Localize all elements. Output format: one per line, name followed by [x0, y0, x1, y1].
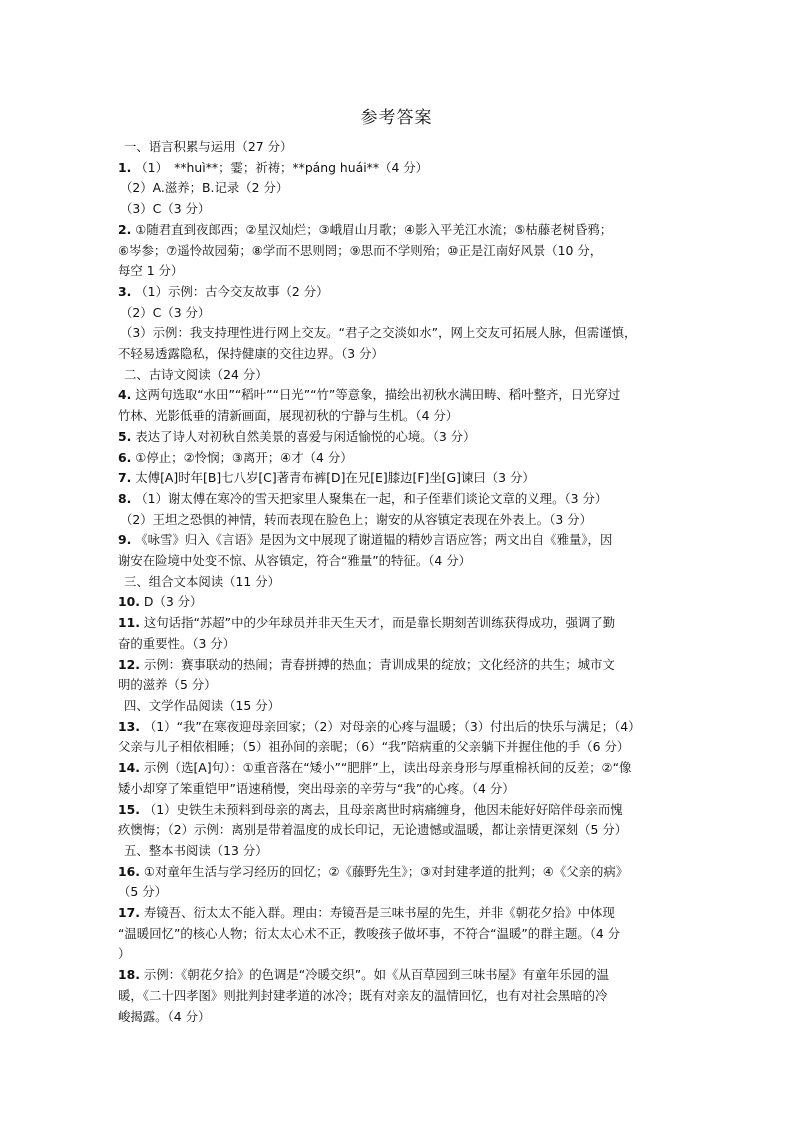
answer-item	[118, 282, 678, 303]
item-number: 12.	[118, 656, 140, 672]
answer-item	[118, 530, 678, 551]
line-text: 峻揭露。（4 分）	[118, 1008, 211, 1024]
line-text: （1）“我”在寒夜迎母亲回家；（2）对母亲的心疼与温暖；（3）付出后的快乐与满足；（4）	[143, 718, 641, 734]
answer-item	[118, 613, 678, 634]
line-text: （2）A.滋养；B.记录（2 分）	[120, 180, 289, 196]
answer-continuation	[118, 882, 678, 903]
line-text: ⑥岑参；⑦遥怜故园菊；⑧学而不思则罔；⑨思而不学则殆；⑩正是江南好风景（10 分，	[118, 242, 603, 258]
line-text: （1）史铁生未预料到母亲的离去，且母亲离世时病痛缠身，他因未能好好陪伴母亲而愧	[143, 801, 623, 817]
answer-subitem	[118, 510, 678, 531]
answer-subitem	[118, 178, 678, 199]
answer-item	[118, 427, 678, 448]
item-number: 10.	[118, 594, 140, 610]
line-text: 明的滋养（5 分）	[118, 677, 217, 693]
answer-continuation	[118, 944, 678, 965]
answer-item	[118, 862, 678, 883]
answer-item	[118, 468, 678, 489]
item-number: 2.	[118, 221, 132, 237]
item-number: 15.	[118, 801, 140, 817]
section-heading	[118, 572, 678, 593]
line-text: 父亲与儿子相依相睡；（5）祖孙间的亲昵；（6）“我”陪病重的父亲躺下并握住他的手（6 分）	[118, 739, 630, 755]
line-text: （3）C（3 分）	[120, 201, 211, 217]
answer-item	[118, 717, 678, 738]
answer-continuation	[118, 551, 678, 572]
line-text: 一、语言积累与运用（27 分）	[124, 139, 293, 154]
item-number: 16.	[118, 863, 140, 879]
line-text: 寿镜吾、衍太太不能入群。理由：寿镜吾是三味书屋的先生，并非《朝花夕拾》中体现	[143, 905, 615, 921]
line-text: 谢安在险境中处变不惊、从容镇定，符合“雅量”的特征。（4 分）	[118, 553, 472, 569]
line-text: （2）王坦之恐惧的神情，转而表现在脸色上；谢安的从容镇定表现在外表上。（3 分）	[120, 511, 592, 527]
line-text: 这句话指“苏超”中的少年球员并非天生天才，而是靠长期刻苦训练获得成功，强调了勤	[143, 615, 616, 631]
line-text: 表达了诗人对初秋自然美景的喜爱与闲适愉悦的心境。（3 分）	[135, 428, 476, 444]
line-text: ①停止；②怜悯；③离开；④才（4 分）	[135, 449, 353, 465]
item-number: 18.	[118, 967, 140, 983]
answer-continuation	[118, 986, 678, 1007]
line-text: 竹林、光影低垂的清新画面，展现初秋的宁静与生机。（4 分）	[118, 408, 459, 424]
line-text: 示例（选[A]句）：①重音落在“矮小”“肥胖”上，读出母亲身形与厚重棉袄间的反差；②“像	[143, 760, 632, 776]
item-number: 7.	[118, 470, 132, 486]
section-heading	[118, 137, 678, 158]
answer-item	[118, 489, 678, 510]
item-number: 3.	[118, 283, 132, 299]
section-heading	[118, 696, 678, 717]
section-heading	[118, 841, 678, 862]
answer-item	[118, 655, 678, 676]
answer-continuation	[118, 634, 678, 655]
answer-subitem	[118, 323, 678, 344]
item-number: 4.	[118, 387, 132, 403]
answer-item	[118, 758, 678, 779]
line-text: 这两句选取“水田”“稻叶”“日光”“竹”等意象，描绘出初秋水满田畴、稻叶整齐，日光穿过	[135, 387, 621, 403]
line-text: ①对童年生活与学习经历的回忆；②《藤野先生》；③对封建孝道的批判；④《父亲的病》	[143, 863, 629, 879]
item-number: 5.	[118, 428, 132, 444]
answer-continuation	[118, 924, 678, 945]
answer-continuation	[118, 1007, 678, 1028]
answer-item	[118, 448, 678, 469]
line-text: D（3 分）	[143, 594, 203, 610]
line-text: 四、文学作品阅读（15 分）	[124, 697, 281, 713]
line-text: 疚懊悔；（2）示例：离别是带着温度的成长印记，无论遗憾或温暖，都让亲情更深刻（5 分）	[118, 822, 628, 838]
answer-item	[118, 158, 678, 179]
item-number: 13.	[118, 718, 140, 734]
line-text: （1）示例：古今交友故事（2 分）	[135, 283, 329, 299]
line-text: 《咏雪》归入《言语》是因为文中展现了谢道韫的精妙言语应答；两文出自《雅量》，因	[135, 532, 613, 548]
item-number: 14.	[118, 760, 140, 776]
answer-item	[118, 220, 678, 241]
answer-continuation	[118, 779, 678, 800]
answer-subitem	[118, 199, 678, 220]
answer-subitem	[118, 303, 678, 324]
line-text: （1） **huì**；霎；祈祷；**páng huái**（4 分）	[135, 159, 429, 175]
answer-content	[118, 137, 678, 1027]
line-text: （5 分）	[118, 884, 167, 900]
answer-continuation	[118, 344, 678, 365]
answer-item	[118, 385, 678, 406]
line-text: ）	[118, 946, 131, 962]
answer-continuation	[118, 820, 678, 841]
item-number: 8.	[118, 490, 132, 506]
line-text: 示例：《朝花夕拾》的色调是“冷暖交织”。如《从百草园到三味书屋》有童年乐园的温	[143, 967, 609, 983]
line-text: ①随君直到夜郎西；②星汉灿烂；③峨眉山月歌；④影入平羌江水流；⑤枯藤老树昏鸦；	[135, 221, 613, 237]
item-number: 17.	[118, 905, 140, 921]
line-text: （3）示例：我支持理性进行网上交友。“君子之交淡如水”，网上交友可拓展人脉，但需谨慎，	[120, 325, 637, 341]
page-title: 参考答案	[360, 108, 433, 128]
line-text: （2）C（3 分）	[120, 304, 211, 320]
answer-item	[118, 592, 678, 613]
section-heading	[118, 365, 678, 386]
line-text: 矮小却穿了笨重铠甲”语速稍慢，突出母亲的辛劳与“我”的心疼。（4 分）	[118, 780, 515, 796]
item-number: 6.	[118, 449, 132, 465]
answer-item	[118, 903, 678, 924]
line-text: 每空 1 分）	[118, 263, 184, 279]
answer-continuation	[118, 261, 678, 282]
answer-continuation	[118, 675, 678, 696]
line-text: 五、整本书阅读（13 分）	[124, 842, 268, 858]
line-text: 暖，《二十四孝图》则批判封建孝道的冰冷；既有对亲友的温情回忆，也有对社会黑暗的冷	[118, 987, 608, 1003]
item-number: 9.	[118, 532, 132, 548]
line-text: 不轻易透露隐私，保持健康的交往边界。（3 分）	[118, 346, 384, 362]
line-text: 二、古诗文阅读（24 分）	[124, 366, 268, 382]
item-number: 11.	[118, 615, 140, 631]
line-text: 太傅[A]时年[B]七八岁[C]著青布裤[D]在兄[E]膝边[F]坐[G]谏曰（3 分）	[135, 470, 535, 486]
answer-continuation	[118, 406, 678, 427]
line-text: 奋的重要性。（3 分）	[118, 635, 236, 651]
line-text: “温暖回忆”的核心人物；衍太太心术不正，教唆孩子做坏事，不符合“温暖”的群主题。（4 分	[118, 925, 621, 941]
answer-item	[118, 800, 678, 821]
answer-continuation	[118, 737, 678, 758]
line-text: 三、组合文本阅读（11 分）	[124, 573, 281, 589]
item-number: 1.	[118, 159, 132, 175]
answer-continuation	[118, 241, 678, 262]
line-text: （1）谢太傅在寒冷的雪天把家里人聚集在一起，和子侄辈们谈论文章的义理。（3 分）	[135, 490, 608, 506]
line-text: 示例：赛事联动的热闹；青春拼搏的热血；青训成果的绽放；文化经济的共生；城市文	[143, 656, 615, 672]
answer-item	[118, 965, 678, 986]
